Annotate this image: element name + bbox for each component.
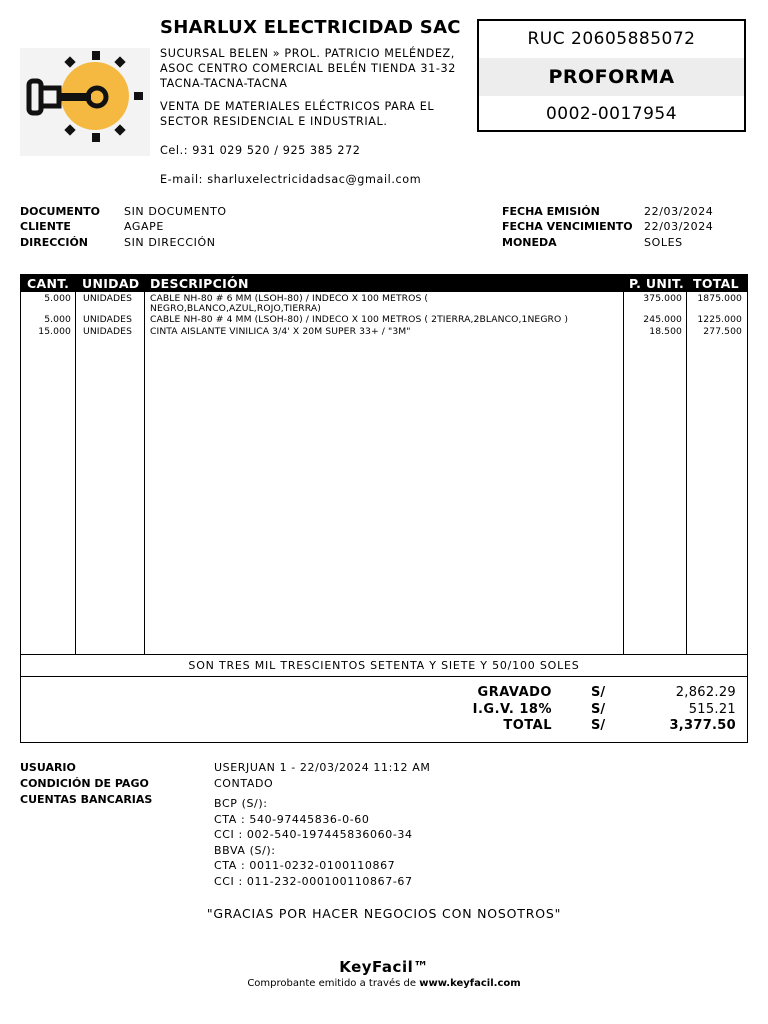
bank-line: CCI : 011-232-000100110867-67: [214, 874, 413, 888]
direccion-value: SIN DIRECCIÓN: [124, 236, 216, 249]
row-punit: 375.000: [643, 293, 682, 304]
ruc-number: RUC 20605885072: [527, 29, 696, 49]
row-punit: 245.000: [643, 314, 682, 325]
igv-currency: S/: [591, 702, 606, 717]
igv-value: 515.21: [688, 702, 736, 717]
footer-link[interactable]: www.keyfacil.com: [419, 978, 521, 989]
usuario-label: USUARIO: [20, 761, 76, 774]
thank-you-message: "GRACIAS POR HACER NEGOCIOS CON NOSOTROS": [206, 906, 562, 921]
moneda-value: SOLES: [644, 236, 683, 249]
activity-line: VENTA DE MATERIALES ELÉCTRICOS PARA EL: [160, 100, 435, 113]
documento-value: SIN DOCUMENTO: [124, 205, 227, 218]
cliente-value: AGAPE: [124, 220, 164, 233]
row-unidad: UNIDADES: [83, 326, 133, 337]
items-table: [20, 274, 748, 655]
row-cant: 5.000: [44, 314, 71, 325]
company-email: E-mail: sharluxelectricidadsac@gmail.com: [160, 173, 422, 186]
document-number: 0002-0017954: [545, 104, 678, 124]
gravado-value: 2,862.29: [675, 685, 736, 700]
header-unidad: UNIDAD: [82, 276, 140, 291]
company-name: SHARLUX ELECTRICIDAD SAC: [160, 17, 461, 38]
company-logo: [20, 48, 150, 156]
footer-text: Comprobante emitido a través de: [247, 978, 417, 989]
row-cant: 5.000: [44, 293, 71, 304]
light-bulb-plug-icon: [20, 48, 150, 156]
table-header: [21, 275, 747, 292]
row-total: 277.500: [703, 326, 742, 337]
company-address: [160, 46, 456, 91]
bank-line: BBVA (S/):: [214, 843, 276, 857]
row-punit: 18.500: [649, 326, 682, 337]
column-divider: [144, 292, 145, 654]
footer-brand: KeyFacil™: [339, 958, 429, 976]
row-unidad: UNIDADES: [83, 314, 133, 325]
fecha-emision-value: 22/03/2024: [644, 205, 714, 218]
column-divider: [623, 292, 624, 654]
cuentas-bancarias-label: CUENTAS BANCARIAS: [20, 793, 153, 806]
total-value: 3,377.50: [669, 718, 736, 733]
row-description-cont: NEGRO,BLANCO,AZUL,ROJO,TIERRA): [150, 303, 321, 314]
row-cant: 15.000: [38, 326, 71, 337]
totals-box: [20, 676, 748, 743]
address-line: TACNA-TACNA-TACNA: [160, 77, 288, 90]
usuario-value: USERJUAN 1 - 22/03/2024 11:12 AM: [214, 761, 431, 774]
row-total: 1875.000: [697, 293, 742, 304]
header-punit: P. UNIT.: [629, 276, 685, 291]
gravado-currency: S/: [591, 685, 606, 700]
row-total: 1225.000: [697, 314, 742, 325]
fecha-emision-label: FECHA EMISIÓN: [502, 205, 600, 218]
activity-line: SECTOR RESIDENCIAL E INDUSTRIAL.: [160, 115, 388, 128]
address-line: SUCURSAL BELEN » PROL. PATRICIO MELÉNDEZ,: [160, 47, 455, 60]
bank-line: CTA : 540-97445836-0-60: [214, 812, 370, 826]
igv-label: I.G.V. 18%: [472, 702, 552, 717]
bank-line: BCP (S/):: [214, 797, 268, 810]
column-divider: [686, 292, 687, 654]
row-description: CINTA AISLANTE VINILICA 3/4' X 20M SUPER 33+ / "3M": [150, 326, 411, 337]
total-currency: S/: [591, 718, 606, 733]
company-activity: [160, 99, 434, 129]
bank-accounts: [214, 796, 413, 889]
document-type: PROFORMA: [479, 58, 744, 96]
cliente-label: CLIENTE: [20, 220, 71, 233]
amount-in-words: SON TRES MIL TRESCIENTOS SETENTA Y SIETE Y 50/100 SOLES: [20, 654, 748, 677]
row-description: CABLE NH-80 # 6 MM (LSOH-80) / INDECO X 100 METROS (: [150, 293, 429, 304]
total-label: TOTAL: [503, 718, 552, 733]
footer-note: [0, 978, 768, 989]
gravado-label: GRAVADO: [477, 685, 552, 700]
fecha-vencimiento-value: 22/03/2024: [644, 220, 714, 233]
fecha-vencimiento-label: FECHA VENCIMIENTO: [502, 220, 633, 233]
bank-line: CTA : 0011-0232-0100110867: [214, 859, 396, 872]
documento-label: DOCUMENTO: [20, 205, 101, 218]
header-descripcion: DESCRIPCIÓN: [150, 276, 249, 291]
condicion-pago-value: CONTADO: [214, 777, 274, 790]
header-cant: CANT.: [27, 276, 70, 291]
bank-line: CCI : 002-540-197445836060-34: [214, 828, 413, 841]
direccion-label: DIRECCIÓN: [20, 236, 89, 249]
address-line: ASOC CENTRO COMERCIAL BELÉN TIENDA 31-32: [160, 62, 456, 75]
document-id-box: [477, 19, 746, 132]
row-description: CABLE NH-80 # 4 MM (LSOH-80) / INDECO X 100 METROS ( 2TIERRA,2BLANCO,1NEGRO ): [150, 314, 569, 325]
moneda-label: MONEDA: [502, 236, 557, 249]
row-unidad: UNIDADES: [83, 293, 133, 304]
condicion-pago-label: CONDICIÓN DE PAGO: [20, 777, 149, 790]
company-phone: Cel.: 931 029 520 / 925 385 272: [160, 144, 361, 157]
header-total: TOTAL: [693, 276, 739, 291]
column-divider: [75, 292, 76, 654]
